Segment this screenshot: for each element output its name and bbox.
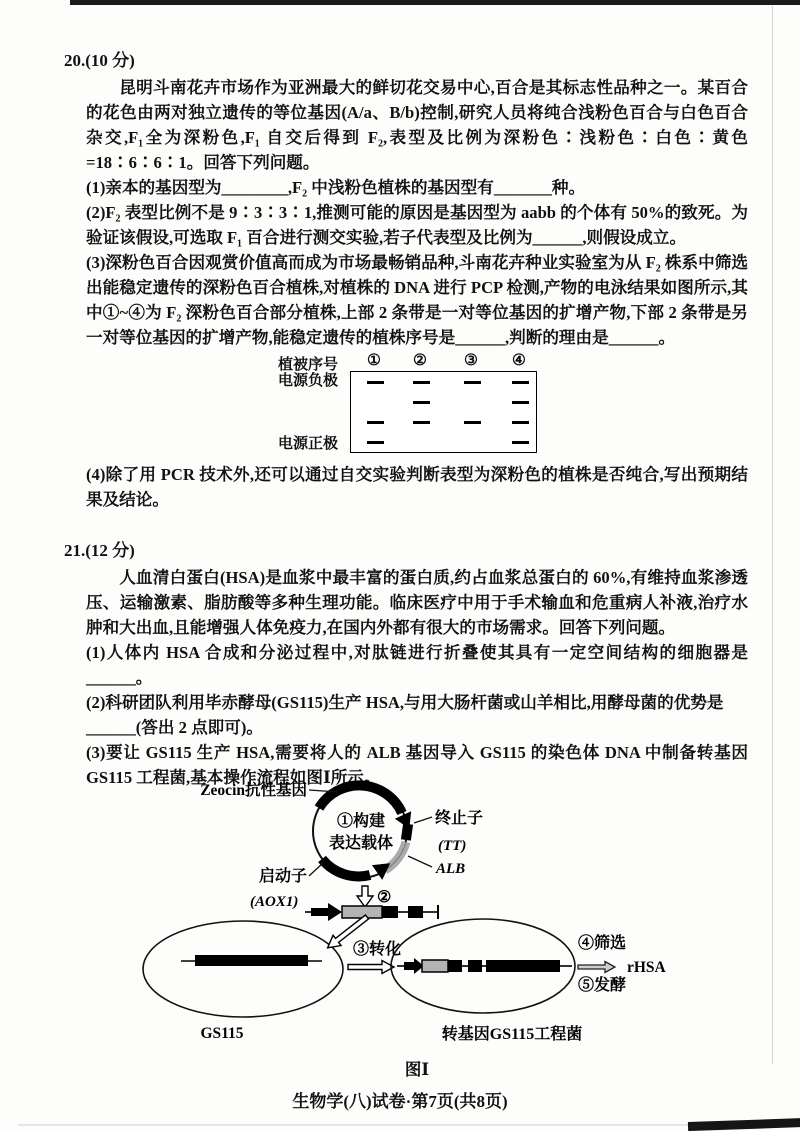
step2-down-arrow: [357, 886, 373, 907]
gel-band: [367, 441, 384, 444]
output-arrow: [578, 962, 615, 973]
gel-negative-electrode-label: 电源负极: [278, 373, 339, 389]
page-footer: 生物学(八)试卷·第7页(共8页): [292, 1092, 508, 1111]
question-21-item-1: (1)人体内 HSA 合成和分泌过程中,对肽链进行折叠使其具有一定空间结构的细胞器是______。: [86, 643, 748, 687]
zeocin-resistance-gene-arc: [319, 785, 402, 813]
transform-right-arrow: [348, 961, 394, 974]
question-20-item-3: (3)深粉色百合因观赏价值高而成为市场最畅销品种,斗南花卉种业实验室为从 F₂ 株系中筛选出能稳定遗传的深粉色百合植株,对植株的 DNA 进行 PCP 检测,产物的电泳结果如图所示,其中①~④为 F₂ 深粉色百合部分植株,上部 2 条带是一对等位基因的扩增产物,下部 2 条带是另一对等位基因的扩增产物,能稳定遗传的植株序号是______,判断的理由是______。: [86, 253, 748, 347]
gel-band: [512, 381, 529, 384]
gel-band: [413, 401, 430, 404]
cassette-promoter-arrow: [311, 903, 342, 921]
integrated-marker-box: [468, 960, 482, 972]
integrated-chromosome-bar: [486, 960, 560, 972]
step2-label: ②: [377, 889, 392, 906]
engineered-cell-label: 转基因GS115工程菌: [441, 1026, 583, 1043]
question-21-intro: 人血清白蛋白(HSA)是血浆中最丰富的蛋白质,约占血浆总蛋白的 60%,有维持血浆渗透压、运输激素、脂肪酸等多种生理功能。临床医疗中用于手术输血和危重病人补液,治疗水肿和大出血,且能增强人体免疫力,在国内外都有很大的市场需求。回答下列问题。: [86, 568, 748, 637]
question-21-item-3: (3)要让 GS115 生产 HSA,需要将人的 ALB 基因导入 GS115 的染色体 DNA 中制备转基因 GS115 工程菌,基本操作流程如图Ⅰ所示。: [86, 743, 748, 787]
transformation-step: [324, 912, 401, 974]
cassette-marker-box: [408, 906, 423, 918]
step5-label: ⑤发酵: [578, 977, 627, 994]
step4-label: ④筛选: [578, 935, 627, 952]
zeocin-label: Zeocin抗性基因: [200, 782, 307, 799]
gel-lane-4-label: ④: [512, 352, 526, 369]
gel-band: [512, 421, 529, 424]
question-20-item-2: (2)F₂ 表型比例不是 9∶3∶3∶1,推测可能的原因是基因型为 aabb 的个体有 50%的致死。为验证该假设,可选取 F₁ 百合进行测交实验,若子代表型及比例为______,则假设成立。: [86, 203, 748, 247]
gel-box: [350, 371, 537, 453]
integrated-terminator-box: [448, 960, 462, 972]
scan-artifact-bottom-line: [18, 1124, 690, 1126]
scan-artifact-top: [70, 0, 800, 5]
gel-band: [512, 401, 529, 404]
scan-artifact-bottom-right: [688, 1118, 800, 1131]
gs115-cell-outline: [143, 921, 343, 1017]
gel-band: [413, 381, 430, 384]
alb-label: ALB: [436, 861, 466, 877]
question-20-item-1: (1)亲本的基因型为________,F₂ 中浅粉色植株的基因型有_______种。: [86, 178, 586, 197]
terminator-segment: [401, 823, 413, 840]
question-21-item-2-line2: ______(答出 2 点即可)。: [86, 718, 263, 737]
step1-label-line1: ①构建: [336, 813, 386, 830]
gel-lane-3-label: ③: [464, 352, 478, 369]
tt-label: (TT): [438, 838, 467, 854]
gel-row-label: 植被序号: [278, 357, 339, 373]
cassette-alb-box: [342, 906, 382, 918]
linearization-step: [305, 886, 438, 921]
question-20-intro: 昆明斗南花卉市场作为亚洲最大的鲜切花交易中心,百合是其标志性品种之一。某百合的花色由两对独立遗传的等位基因(A/a、B/b)控制,研究人员将纯合浅粉色百合与白色百合杂交,F₁全为深粉色,F₁ 自交后得到 F₂,表型及比例为深粉色∶浅粉色∶白色∶黄色=18∶6∶6∶1。回答下列问题。: [86, 78, 748, 172]
promoter-label-line: [309, 863, 323, 876]
question-20-number: 20.(10 分): [64, 51, 135, 70]
gel-band: [367, 381, 384, 384]
gel-lane-1-label: ①: [367, 352, 381, 369]
gel-band: [512, 441, 529, 444]
aox1-label: (AOX1): [250, 894, 299, 910]
question-20-item-4: (4)除了用 PCR 技术外,还可以通过自交实验判断表型为深粉色的植株是否纯合,写出预期结果及结论。: [86, 465, 748, 509]
gel-positive-electrode-label: 电源正极: [278, 436, 339, 452]
promoter-label: 启动子: [258, 868, 307, 885]
step1-label-line2: 表达载体: [328, 835, 394, 852]
rhsa-label: rHSA: [627, 959, 666, 976]
terminator-label-line: [414, 817, 432, 823]
terminator-label: 终止子: [435, 810, 484, 827]
gs115-chromosome-bar: [195, 955, 308, 966]
step3-label: ③转化: [353, 941, 402, 958]
gs115-label: GS115: [200, 1025, 244, 1042]
cassette-terminator-box: [382, 906, 398, 918]
gel-electrophoresis-figure: [278, 352, 598, 458]
integrated-alb-box: [422, 960, 448, 972]
gel-band: [464, 421, 481, 424]
gs115-cell: [143, 921, 343, 1042]
question-21: [64, 538, 748, 1080]
scan-artifact-right-line: [772, 6, 773, 1064]
gel-band: [413, 421, 430, 424]
promoter-arrow: [322, 859, 370, 876]
question-20: [64, 48, 748, 512]
question-21-item-2-line1: (2)科研团队利用毕赤酵母(GS115)生产 HSA,与用大肠杆菌或山羊相比,用酵母菌的优势是: [86, 693, 724, 712]
engineered-cell: [391, 919, 582, 1043]
gel-band: [367, 421, 384, 424]
figure-1-diagram: [64, 776, 748, 1054]
plasmid-map: [200, 780, 483, 910]
alb-label-line: [408, 856, 432, 867]
question-21-number: 21.(12 分): [64, 541, 135, 560]
gel-lane-2-label: ②: [413, 352, 427, 369]
gel-band: [464, 381, 481, 384]
integrated-promoter-arrow: [404, 958, 424, 974]
figure-1-caption: 图Ⅰ: [404, 1060, 430, 1079]
screening-fermentation: [578, 933, 667, 994]
